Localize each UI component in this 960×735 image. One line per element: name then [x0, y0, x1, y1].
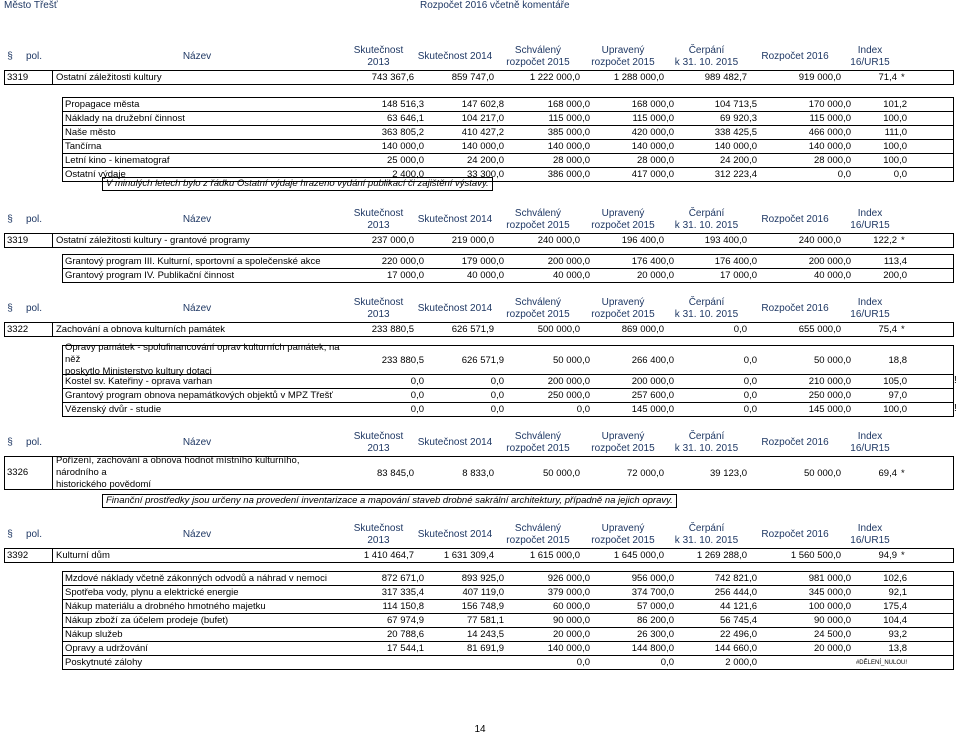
- table-row: Tančírna 140 000,0 140 000,0 140 000,0 140 000,0 140 000,0 140 000,0 100,0: [63, 140, 953, 154]
- col-schvaleny: Schválený rozpočet 2015: [506, 45, 570, 68]
- column-header: § pol. Název Skutečnost 2013 Skutečnost 2014 Schválený rozpočet 2015 Upravený rozpočet 2015 Čerpání k 31. 10. 2015 Rozpočet 2016 Index 16/UR15: [7, 431, 890, 454]
- table-row-main: 3322 Zachování a obnova kulturních památek 233 880,5 626 571,9 500 000,0 869 000,0 0,0 655 000,0 75,4 *: [4, 322, 954, 337]
- note-2: Finanční prostředky jsou určeny na provedení inventarizace a mapování staveb drobné sakrální architektury, případně na jejich opravy.: [102, 494, 677, 508]
- column-header: § pol. Název Skutečnost 2013 Skutečnost 2014 Schválený rozpočet 2015 Upravený rozpočet 2015 Čerpání k 31. 10. 2015 Rozpočet 2016 Index 16/UR15: [7, 208, 890, 231]
- column-header: § pol. Název Skutečnost 2013 Skutečnost 2014 Schválený rozpočet 2015 Upravený rozpočet 2015 Čerpání k 31. 10. 2015 Rozpočet 2016 Index 16/UR15: [7, 297, 890, 320]
- section-symbol: §: [7, 51, 13, 62]
- col-pol: pol.: [25, 51, 43, 62]
- table-row: Nákup materiálu a drobného hmotného majetku 114 150,8 156 748,9 60 000,0 57 000,0 44 121,6 100 000,0 175,4: [63, 600, 953, 614]
- table-row: Vězenský dvůr - studie 0,0 0,0 0,0 145 000,0 0,0 145 000,0 100,0: [65, 404, 907, 415]
- table-row: Propagace města 148 516,3 147 602,8 168 000,0 168 000,0 104 713,5 170 000,0 101,2: [63, 98, 953, 112]
- warning-mark: !: [954, 403, 957, 414]
- header-title: Rozpočet 2016 včetně komentáře: [420, 0, 570, 11]
- block-3322-monuments: [4, 296, 954, 337]
- table-row: Nákup zboží za účelem prodeje (bufet) 67 974,9 77 581,1 90 000,0 86 200,0 56 745,4 90 000,0 104,4: [63, 614, 953, 628]
- detail-table-3: [62, 342, 954, 417]
- table-row: Spotřeba vody, plynu a elektrické energie 317 335,4 407 119,0 379 000,0 374 700,0 256 444,0 345 000,0 92,1: [63, 586, 953, 600]
- note-1: V minulých letech bylo z řádku Ostatní výdaje hrazeno vydání publikací či zajištění výstavy.: [102, 177, 493, 191]
- table-row: Kostel sv. Kateřiny - oprava varhan 0,0 0,0 200 000,0 200 000,0 0,0 210 000,0 105,0: [63, 375, 953, 389]
- col-index: Index 16/UR15: [850, 45, 890, 68]
- column-header: § pol. Název Skutečnost 2013 Skutečnost 2014 Schválený rozpočet 2015 Upravený rozpočet 2015 Čerpání k 31. 10. 2015 Rozpočet 2016 Index 16/UR15: [7, 523, 890, 546]
- col-name: Název: [182, 51, 212, 62]
- table-row: Grantový program obnova nepamátkových objektů v MPZ Třešť 0,0 0,0 250 000,0 257 600,0 0,0 250 000,0 97,0: [63, 389, 953, 403]
- col-upraveny: Upravený rozpočet 2015: [591, 45, 655, 68]
- header-town: Město Třešť: [4, 0, 58, 11]
- block-3326-heritage: [4, 430, 954, 490]
- table-row-main: 3326 Pořízení, zachování a obnova hodnot místního kulturního, národního a historického povědomí 83 845,0 8 833,0 50 000,0 72 000,0 39 123,0 50 000,0 69,4 *: [4, 456, 954, 490]
- col-rozpocet2016: Rozpočet 2016: [761, 51, 829, 62]
- table-row: Náklady na družební činnost 63 646,1 104 217,0 115 000,0 115 000,0 69 920,3 115 000,0 100,0: [63, 112, 953, 126]
- block-3392-culture-house: [4, 522, 954, 563]
- table-row: Poskytnuté zálohy 0,0 0,0 2 000,0 #DĚLENÍ_NULOU!: [65, 657, 907, 668]
- detail-table-1: [62, 97, 954, 182]
- detail-table-2: [62, 254, 954, 283]
- table-row: Nákup služeb 20 788,6 14 243,5 20 000,0 26 300,0 22 496,0 24 500,0 93,2: [63, 628, 953, 642]
- warning-mark: !: [954, 375, 957, 386]
- table-row-main: 3392 Kulturní dům 1 410 464,7 1 631 309,4 1 615 000,0 1 645 000,0 1 269 288,0 1 560 500,0 94,9 *: [4, 548, 954, 563]
- detail-table-5: [62, 571, 954, 670]
- table-row: Naše město 363 805,2 410 427,2 385 000,0 420 000,0 338 425,5 466 000,0 111,0: [63, 126, 953, 140]
- table-row: Letní kino - kinematograf 25 000,0 24 200,0 28 000,0 28 000,0 24 200,0 28 000,0 100,0: [63, 154, 953, 168]
- col-cerpani: Čerpání k 31. 10. 2015: [674, 45, 739, 68]
- table-row: Opravy a udržování 17 544,1 81 691,9 140 000,0 144 800,0 144 660,0 20 000,0 13,8: [63, 642, 953, 656]
- col-sk14: Skutečnost 2014: [417, 51, 493, 62]
- table-row-main: 3319 Ostatní záležitosti kultury - grantové programy 237 000,0 219 000,0 240 000,0 196 400,0 193 400,0 240 000,0 122,2 *: [4, 233, 954, 248]
- table-row: Mzdové náklady včetně zákonných odvodů a náhrad v nemoci 872 671,0 893 925,0 926 000,0 956 000,0 742 821,0 981 000,0 102,6: [63, 572, 953, 586]
- table-row: Grantový program III. Kulturní, sportovní a společenské akce 220 000,0 179 000,0 200 000,0 176 400,0 176 400,0 200 000,0 113,4: [63, 255, 953, 269]
- table-row: Grantový program IV. Publikační činnost 17 000,0 40 000,0 40 000,0 20 000,0 17 000,0 40 000,0 200,0: [65, 270, 907, 281]
- table-row: Ostatní výdaje 2 400,0 33 300,0 386 000,0 417 000,0 312 223,4 0,0 0,0: [65, 169, 907, 180]
- table-row: Opravy památek - spolufinancování oprav kulturních památek, na něž poskytlo Ministerstvo kultury dotaci 233 880,5 626 571,9 50 000,0 266 400,0 0,0 50 000,0 18,8: [63, 346, 953, 375]
- page-number: 14: [474, 724, 486, 735]
- table-row-main: 3319 Ostatní záležitosti kultury 743 367,6 859 747,0 1 222 000,0 1 288 000,0 989 482,7 919 000,0 71,4 *: [4, 70, 954, 85]
- block-3319-culture: [4, 44, 954, 85]
- block-3319-grants: [4, 207, 954, 248]
- col-sk13: Skutečnost 2013: [353, 45, 404, 68]
- column-header: [4, 44, 954, 70]
